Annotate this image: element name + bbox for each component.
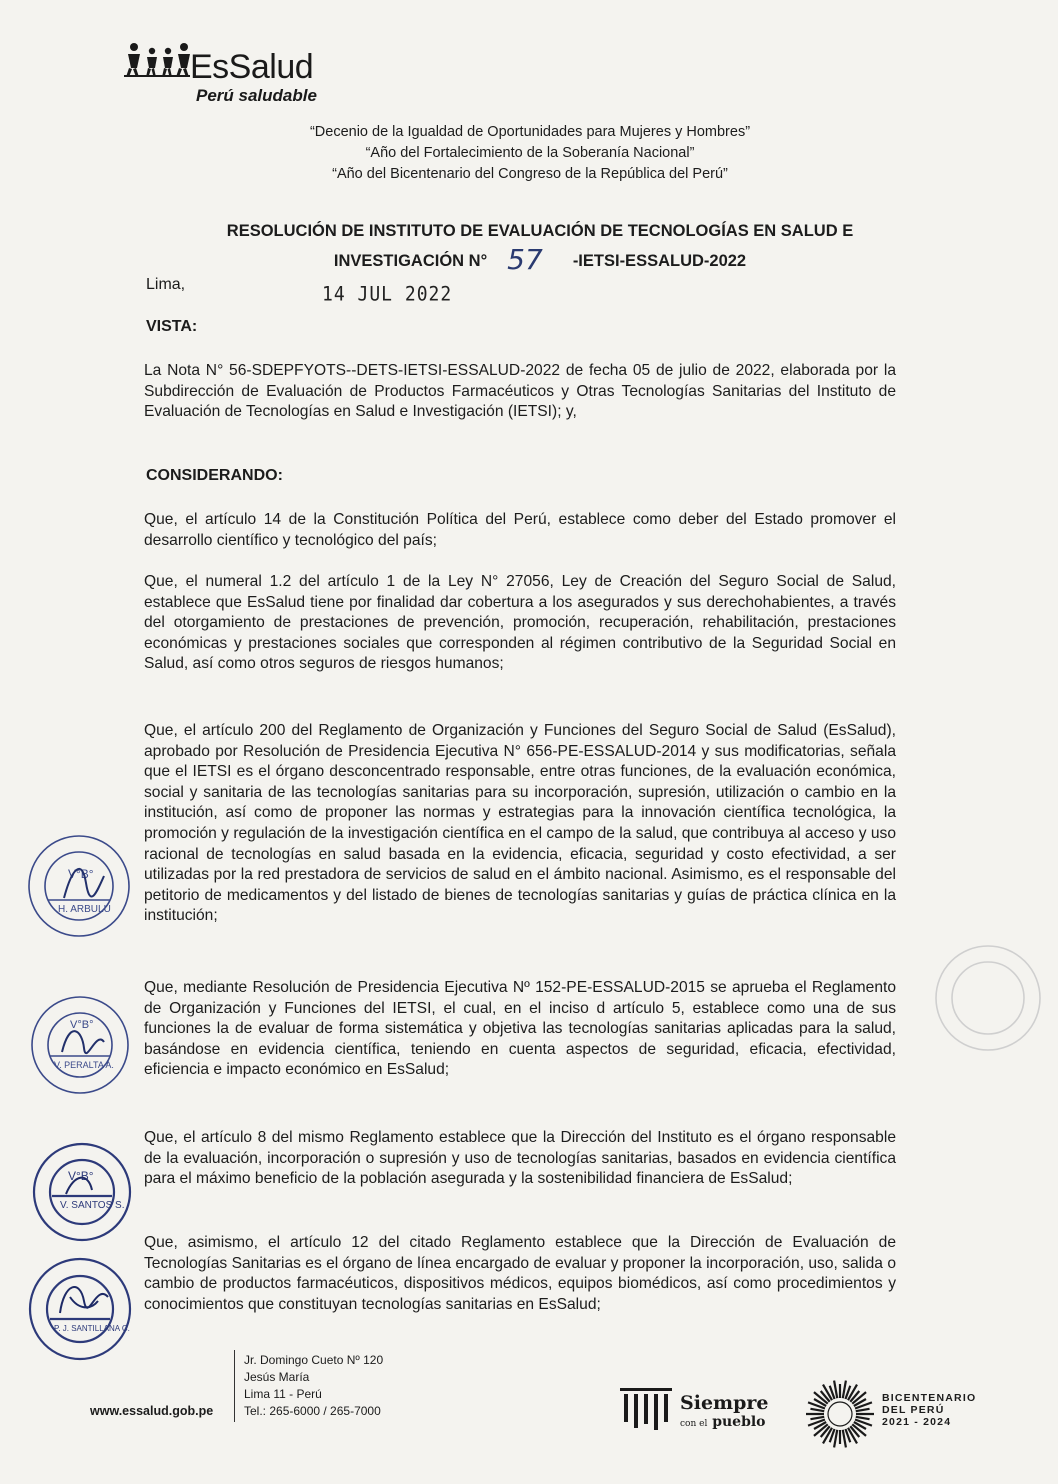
resolution-number-handwritten: 57 (507, 243, 543, 276)
logo-name: EsSalud (190, 48, 314, 86)
address-line: Jr. Domingo Cueto Nº 120 (244, 1353, 384, 1367)
paragraph-considerando-1: Que, el artículo 14 de la Constitución Política del Perú, establece como deber del Estado promover el desarrollo científico y tecnológico del país; (144, 511, 896, 549)
title-line-2 (140, 244, 940, 274)
sunburst-ray (810, 1409, 824, 1411)
paragraph-considerando-5: Que, el artículo 8 del mismo Reglamento establece que la Dirección del Instituto es el órgano responsable de la evaluación, incorporación o supresión y uso de tecnologías sanitarias, basados en evidencia científica para el máximo beneficio de la población asegurada y la sostenibilidad financiera de EsSalud; (144, 1129, 896, 1188)
sunburst-ray (834, 1381, 837, 1399)
mottos-block (230, 122, 830, 185)
heading-vista: VISTA: (146, 318, 198, 335)
con-el-label: con el (680, 1419, 708, 1429)
faded-seal (928, 938, 1048, 1058)
paragraph-considerando-6: Que, asimismo, el artículo 12 del citado Reglamento establece que la Dirección de Evaluación de Tecnologías Sanitarias es el órgano de línea encargado de evaluar y proponer la incorporación, uso, salida o cambio de productos farmacéuticos, dispositivos médicos, equipos biomédicos, así como procedimientos y conocimientos que constituyan tecnologías sanitarias en EsSalud; (144, 1234, 896, 1313)
approval-seal-2 (26, 990, 134, 1100)
resolution-title (140, 219, 940, 274)
svg-text:V°B°: V°B° (70, 1019, 94, 1031)
paragraph-considerando-4: Que, mediante Resolución de Presidencia Ejecutiva Nº 152-PE-ESSALUD-2015 se aprueba el Reglamento de Organización y Funciones del IETSI, el cual, en el inciso d artículo 5, establece como una de sus funciones la de evaluar de forma sistemática y objetiva las tecnologías sanitarias aplicadas para la salud, basándose en evidencia científica, teniendo en cuenta aspectos de seguridad, eficacia, efectividad, eficiencia e impacto económico en EsSalud; (144, 979, 896, 1079)
title-suffix: -IETSI-ESSALUD-2022 (572, 252, 747, 270)
bic-line: 2021 - 2024 (882, 1416, 952, 1428)
svg-text:V. PERALTA A.: V. PERALTA A. (54, 1060, 114, 1070)
paragraph-vista: La Nota N° 56-SDEPFYOTS--DETS-IETSI-ESSALUD-2022 de fecha 05 de julio de 2022, elaborada por la Subdirección de Evaluación de Productos Farmacéuticos y Otras Tecnologías Sanitarias del Instituto de Evaluación de Tecnologías en Salud e Investigación (IETSI); y, (144, 362, 896, 421)
svg-text:H. ARBULU: H. ARBULU (58, 904, 111, 915)
title-line-1: RESOLUCIÓN DE INSTITUTO DE EVALUACIÓN DE TECNOLOGÍAS EN SALUD E (226, 222, 854, 240)
svg-text:V°B°: V°B° (68, 867, 94, 881)
footer-divider (234, 1350, 235, 1422)
pueblo-word: pueblo (712, 1414, 766, 1430)
footer-website: www.essalud.gob.pe (90, 1404, 214, 1418)
address-line: Lima 11 - Perú (244, 1387, 322, 1401)
family-figures-icon (122, 42, 192, 78)
pueblo-label (680, 1414, 766, 1430)
approval-seal-1 (24, 828, 134, 946)
bicentenario-sunburst-icon (804, 1378, 876, 1450)
sunburst-ray (810, 1417, 824, 1419)
address-line: Tel.: 265-6000 / 265-7000 (244, 1404, 381, 1418)
date-stamp: 14 JUL 2022 (322, 282, 453, 307)
sunburst-ray (856, 1409, 870, 1411)
svg-text:V°B°: V°B° (68, 1169, 94, 1183)
heading-considerando: CONSIDERANDO: (146, 467, 283, 484)
sunburst-ray (843, 1381, 846, 1399)
address-line: Jesús María (244, 1370, 310, 1384)
siempre-label: Siempre (680, 1392, 769, 1414)
bic-line: DEL PERÚ (882, 1404, 945, 1416)
approval-seal-4 (24, 1253, 136, 1365)
svg-text:V. SANTOS S.: V. SANTOS S. (60, 1200, 125, 1211)
footer-address (244, 1352, 383, 1420)
paragraph-considerando-2: Que, el numeral 1.2 del artículo 1 de la Ley N° 27056, Ley de Creación del Seguro Social de Salud, establece que EsSalud tiene por finalidad dar cobertura a los asegurados y sus derechohabientes, a través del otorgamiento de prestaciones de prevención, promoción, recuperación, rehabilitación, prestaciones económicas y prestaciones sociales que corresponden al régimen contributivo de la Seguridad Social en Salud, así como otros seguros de riesgos humanos; (144, 573, 896, 673)
svg-text:P. J. SANTILLANA C.: P. J. SANTILLANA C. (54, 1324, 130, 1333)
sunburst-ray (843, 1430, 846, 1448)
approval-seal-3 (28, 1138, 136, 1246)
bic-line: BICENTENARIO (882, 1392, 977, 1404)
sunburst-ray (856, 1417, 870, 1419)
title-prefix: INVESTIGACIÓN N° (333, 252, 488, 270)
motto-line: “Año del Bicentenario del Congreso de la República del Perú” (332, 166, 728, 182)
motto-line: “Decenio de la Igualdad de Oportunidades para Mujeres y Hombres” (309, 124, 751, 140)
sunburst-ray (834, 1430, 837, 1448)
paragraph-considerando-3: Que, el artículo 200 del Reglamento de Organización y Funciones del Seguro Social de Salud (EsSalud), aprobado por Resolución de Presidencia Ejecutiva N° 656-PE-ESSALUD-2014 y sus modificatorias, señala que el IETSI es el órgano desconcentrado responsable, entre otras funciones, de la evaluación económica, social y sanitaria de las tecnologías sanitarias para su incorporación, supresión, utilización o cambio en la institución, así como de proponer las normas y estrategias para la innovación científica tecnológica, la promoción y regulación de la investigación científica en el campo de la salud, que contribuya al acceso y uso racional de tecnologías en salud basada en la evidencia, eficacia, seguridad y costo efectividad, a ser utilizadas por la red prestadora de servicios de salud en el ámbito nacional. Asimismo, es el responsable del petitorio de medicamentos y del listado de bienes de tecnologías sanitarias y guías de práctica clínica en la institución; (144, 722, 896, 925)
essalud-logo (118, 40, 348, 110)
motto-line: “Año del Fortalecimiento de la Soberanía Nacional” (365, 145, 695, 161)
logo-tagline: Perú saludable (196, 86, 317, 105)
bicentenario-label (882, 1392, 976, 1428)
place-label: Lima, (146, 276, 186, 293)
